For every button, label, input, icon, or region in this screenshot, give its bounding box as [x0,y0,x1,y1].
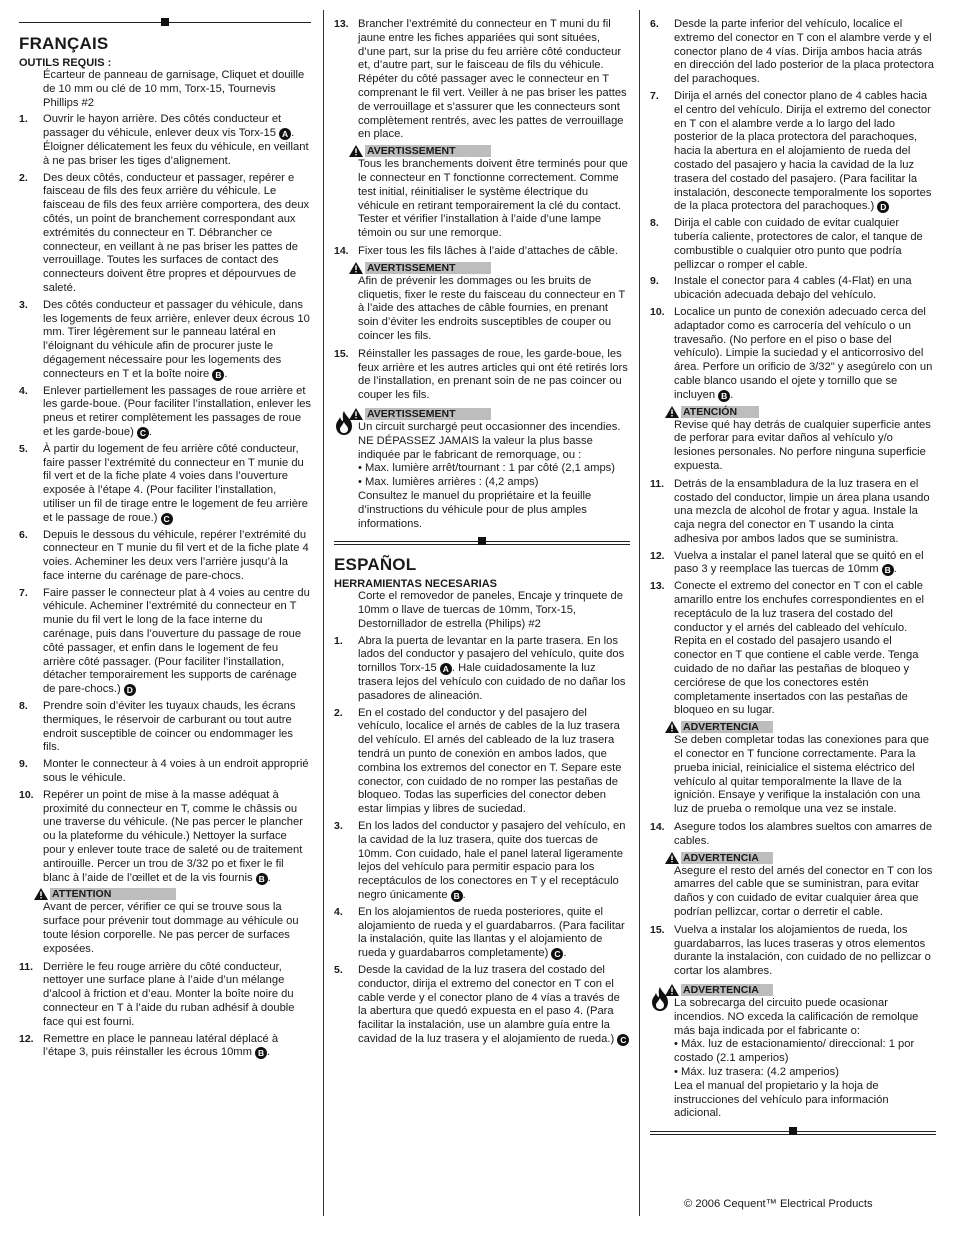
callout-badge-icon: A [440,663,452,675]
step-item [19,1033,311,1061]
warning-text: Afin de prévenir les dommages ou les bruits de cliquetis, fixer le reste du faisceau du connecteur en T à l’aide des attaches de câble fournies, en prenant soin d’éviter les endroits susceptibles de couper ou coincer les fils. [358,274,625,342]
tools-list: Corte el removedor de paneles, Encaje y trinquete de 10mm o llave de tuercas de 10mm, Torx-15, Destornillador de estrella (Philips) #2 [358,590,623,630]
section-rule [19,22,311,23]
warning-text: La sobrecarga del circuito puede ocasionar incendios. NO exceda la calificación de remolque más baja indicada por el fabricante o: [674,997,919,1037]
warning-triangle-icon [665,984,679,996]
steps-list [19,961,311,1061]
step-text: Detrás de la ensambladura de la luz trasera en el costado del conductor, limpie un área plana usando una mezcla de alcohol de frotar y agua. Instale la caja negra del conector en T usando la cinta adhesiva por ambos lados que se suministra. [674,477,930,545]
step-item [650,550,936,578]
step-item: 14. Fixer tous les fils lâches à l’aide d’attaches de câble. [334,244,618,257]
warning-text: Tous les branchements doivent être terminés pour que le connecteur en T fonctionne correctement. Comme test initial, réinitialiser le système électrique du véhicule en retirant temporairement la clé du contact. Tester et vérifier l’installation à l’aide d’une lampe témoin ou sur une remorque. [358,158,628,240]
step-item [334,18,630,142]
step-item [19,758,311,786]
step-text: Repérer un point de mise à la masse adéquat à proximité du connecteur en T, comme le châssis ou une traverse du véhicule. (Ne pas percer le plancher ou la plateforme du véhicule.) Nettoyer la surface pour y enlever toute trace de saleté ou de traitement antirouille. Percer un trou de 3/32 po et fixer le fil blanc à l’aide de l’œillet et de la vis fournis B . [43,788,303,884]
step-number: 6. [650,18,659,30]
callout-badge-icon: B [256,873,268,885]
step-item [334,635,630,704]
step-item [19,385,311,440]
step-number: 4. [19,384,28,397]
warning-label: ATENCIÓN [681,406,759,418]
step-item [650,18,936,87]
step-text: Instale el conector para 4 cables (4-Flat) en una ubicación adecuada debajo del vehículo. [674,275,912,302]
step-item [19,529,311,584]
step-text: Vuelva a instalar el panel lateral que se quitó en el paso 3 y reemplace las tuercas de 10mm B . [674,549,924,576]
callout-badge-icon: C [161,513,173,525]
steps-list [650,18,936,403]
section-title-spanish: ESPAÑOL [334,555,417,575]
warning-box [334,262,630,344]
step-number: 8. [650,217,659,230]
step-item [334,906,630,961]
step-item [334,820,630,903]
step-number: 11. [650,477,665,490]
warning-box [334,145,630,241]
step-item: 15. Réinstaller les passages de roue, les garde-boue, les feux arrière et les autres articles qui ont été retirés lors de l’installation, en prenant soin de ne pas coincer ou couper les fils. [334,347,628,402]
step-text: À partir du logement de feu arrière côté conducteur, faire passer l’extrémité du connecteur en T munie du fil vert et de la fiche plate 4 voies dans l’ouverture exposée à l’étape 4. (Pour faciliter l’installation, utiliser un fil de tirage entre le logement de feu arrière et le passage de roue.) C [43,442,308,524]
callout-badge-icon: B [718,390,730,402]
warning-text: Consultez le manuel du propriétaire et la feuille d’instructions du véhicule pour de plus amples informations. [358,489,592,530]
steps-list [334,635,630,1047]
step-text: Monter le connecteur à 4 voies à un endroit approprié sous le véhicule. [43,758,309,785]
step-item [650,306,936,403]
step-number: 10. [650,305,665,318]
step-text: Depuis le dessous du véhicule, repérer l’extrémité du connecteur en T munie du fil vert et de la fiche plate 4 voies. Acheminer les deux vers l’arrière jusqu’à la face interne du carénage de pare-chocs. [43,528,309,582]
step-item [19,299,311,382]
step-text: Dirija el cable con cuidado de evitar cualquier tubería caliente, protectores de calor, el tanque de combustible o cualquier otro punto que podría pellizcar o romper el cable. [674,217,923,271]
warning-text: Revise qué hay detrás de cualquier superficie antes de perforar para evitar daños al vehículo y/o lesiones personales. No perfore ninguna superficie expuesta. [674,418,931,472]
step-number: 13. [334,18,349,30]
step-item [19,443,311,526]
warning-bullet: • Máx. luz trasera: (4.2 amperios) [674,1065,839,1078]
step-number: 7. [650,89,659,102]
step-number: 6. [19,528,28,541]
column-middle [334,18,630,1050]
warning-triangle-icon [665,721,679,733]
warning-bullet: • Max. lumières arrières : (4,2 amps) [358,476,539,489]
step-item [19,172,311,296]
step-number: 12. [650,549,665,562]
warning-label: ATTENTION [50,888,176,900]
step-text: Derrière le feu rouge arrière du côté conducteur, nettoyer une surface plane à l’aide d’un mélange d’alcool à friction et d’eau. Monter la boîte noire du connecteur en T à l’aide du ruban adhésif à double face qui est fourni. [43,960,295,1028]
step-number: 2. [334,706,343,719]
warning-label: AVERTISSEMENT [365,262,491,274]
section-rule [334,541,630,545]
step-item [19,700,311,755]
copyright-text: © 2006 Cequent™ Electrical Products [684,1198,873,1210]
column-divider-left [323,10,324,1216]
warning-box [19,888,311,956]
step-number: 2. [19,171,28,184]
step-item: 15. Vuelva a instalar los alojamientos de rueda, los guardabarros, las luces traseras y otros elementos durante la instalación, con cuidado de no pellizcar o cortar los alambres. [650,923,931,978]
warning-bullet: • Máx. luz de estacionamiento/ direccional: 1 por costado (2.1 amperios) [674,1038,915,1065]
warning-label: AVERTISSEMENT [365,408,491,420]
step-text: Remettre en place le panneau latéral déplacé à l’étape 3, puis réinstaller les écrous 10mm B . [43,1032,279,1059]
step-number: 1. [334,634,343,647]
step-item [19,961,311,1030]
step-text: Enlever partiellement les passages de roue arrière et les garde-boue. (Pour faciliter l’installation, enlever les pneus et retirer complètement les passages de roue et les garde-boue) C . [43,384,312,438]
step-text: En el costado del conductor y del pasajero del vehículo, localice el arnés de cables de la luz trasera del vehículo. El arnés del cableado de la luz trasera tendrá un punto de conexión en ambos lados, que combina los extremos del conector en T. Separe este conector, con cuidado de no romper las pestañas de bloqueo. Todas las superficies del conector deben estar limpias y libres de suciedad. [358,706,622,816]
column-spanish-2 [650,18,936,1210]
warning-box [650,721,936,817]
step-item [650,478,936,547]
step-number: 11. [19,960,34,973]
callout-badge-icon: D [877,201,889,213]
step-number: 9. [650,275,659,288]
callout-badge-icon: B [451,890,463,902]
warning-text: Asegure el resto del arnés del conector en T con los amarres del cable que se suministran, para evitar daños y con cuidado de evitar cualquier área que podrían pellizcar, cortar o derretir el cable. [674,864,933,919]
step-item [650,90,936,214]
step-number: 3. [334,820,343,833]
warning-box [650,852,936,920]
step-number: 10. [19,788,34,801]
column-divider-right [639,10,640,1216]
step-text: Prendre soin d’éviter les tuyaux chauds, les écrans thermiques, le réservoir de carburant ou tout autre endroit susceptible de coincer ou endommager les fils. [43,700,296,754]
step-text: Abra la puerta de levantar en la parte trasera. En los lados del conductor y pasajero del vehículo, quite dos tornillos Torx-15 A . Hale cuidadosamente la luz trasera lejos del vehículo con cuidado de no dañar los pasadores de alineación. [358,634,626,702]
warning-triangle-icon [349,408,363,420]
step-item [650,580,936,718]
tools-heading: HERRAMIENTAS NECESARIAS [334,578,497,591]
step-text: Conecte el extremo del conector en T con el cable amarillo entre los enchufes correspondientes en el receptáculo de la luz trasera del costado del conductor y el arnés del cableado del vehículo. Repita en el costado del pasajero usando el conector en T que contiene el cable verde. Tenga cuidado de no dañar las pestañas de bloqueo y cerciórese de que los conectores estén completamente insertados con las pestañas de bloqueo en su lugar. [674,580,924,717]
column-french-1 [19,0,311,1063]
callout-badge-icon: B [882,564,894,576]
callout-badge-icon: C [137,427,149,439]
warning-box [650,984,936,1121]
callout-badge-icon: A [279,128,291,140]
step-item [650,275,936,303]
step-text: Des côtés conducteur et passager du véhicule, dans les logements de feux arrière, enlever deux écrous 10 mm. Tirer légèrement sur le panneau latéral en l’éloignant du véhicule afin de procurer juste le dégagement nécessaire pour les logements des connecteurs en T et la boîte noire B . [43,298,310,380]
warning-triangle-icon [349,262,363,274]
step-number: 13. [650,580,665,593]
warning-triangle-icon [665,406,679,418]
step-item [334,964,630,1047]
warning-text: Lea el manual del propietario y la hoja de instrucciones del vehículo para información adicional. [674,1079,889,1120]
section-rule [650,1131,936,1135]
step-text: Desde la cavidad de la luz trasera del costado del conductor, dirija el extremo del conector en T con el cable verde y el conector plano de 4 vías a través de la abertura que quedó expuesta en el paso 4. (Para facilitar la instalación, use un alambre guía entre la cavidad de la luz trasera y el alojamiento de rueda.) C [358,964,630,1047]
step-item [650,217,936,272]
callout-badge-icon: B [212,369,224,381]
step-number: 4. [334,905,343,918]
step-text: Faire passer le connecteur plat à 4 voies au centre du véhicule. Acheminer l’extrémité du connecteur en T munie du fil vert le long de la face interne du carénage, puis dans l’ouverture du passage de roue côté passager, et enfin dans le logement de feu arrière côté passager. (Pour faciliter l’installation, détacher temporairement les supports de carénage de pare-chocs.) D [43,586,310,696]
step-number: 1. [19,113,28,126]
step-item [19,113,311,168]
step-item: 14. Asegure todos los alambres sueltos con amarres de cables. [650,821,933,847]
step-text: Localice un punto de conexión adecuado cerca del adaptador como es carrocería del vehículo o un travesaño. (No perfore en el piso o base del vehículo). Limpie la suciedad y el anticorrosivo del área. Perfore un orificio de 3/32" y asegúrelo con un cable blanco usando el ojete y tornillo que se incluyen B . [674,305,933,401]
warning-box [334,408,630,531]
step-item [19,587,311,697]
warning-bullet: • Max. lumière arrêt/tournant : 1 par côté (2,1 amps) [358,462,615,475]
step-item [334,707,630,817]
step-number: 5. [334,964,343,977]
step-number: 5. [19,442,28,455]
step-text: En los alojamientos de rueda posteriores, quite el alojamiento de rueda y el guardabarros. (Para facilitar la instalación, quite las llantas y el alojamiento de rueda y guardabarros completamente) C . [358,905,625,960]
step-number: 8. [19,700,28,713]
warning-text: Avant de percer, vérifier ce qui se trouve sous la surface pour prévenir tout dommage au véhicule ou toute lésion corporelle. Ne pas percer de surfaces exposées. [43,901,299,955]
warning-triangle-icon [349,145,363,157]
step-text: En los lados del conductor y pasajero del vehículo, en la cavidad de la luz trasera, quite dos tuercas de 10mm. Con cuidado, hale el panel lateral ligeramente lejos del vehículo para permitir espacio para los receptáculos de los conectores en T y el receptáculo negro únicamente B . [358,820,626,902]
callout-badge-icon: B [255,1047,267,1059]
warning-box [650,406,936,474]
warning-label: ADVERTENCIA [681,721,773,733]
step-text: Brancher l’extrémité du connecteur en T muni du fil jaune entre les fiches appariées qui sont situées, d’une part, sur la prise du feu arrière côté conducteur et, d’autre part, sur le faisceau de fils du véhicule. Répéter du côté passager avec le connecteur en T comprenant le fil vert. Veiller à ne pas briser les pattes de verrouillage et s’assurer que les connecteurs sont complètement rentrés, avec les pattes de verrouillage en place. [358,18,627,141]
warning-text: Se deben completar todas las conexiones para que el conector en T funcione correctamente. Para la prueba inicial, reinicialice el sistema eléctrico del vehículo al quitar temporalmente la llave de la ignición. Ensaye y verifique la instalación con una luz de prueba o remolque una vez se instale. [674,734,929,816]
steps-list [334,18,630,142]
warning-label: ADVERTENCIA [681,852,773,864]
step-text: Des deux côtés, conducteur et passager, repérer e faisceau de fils des feux arrière du véhicule. Le faisceau de fils des feux arrière comportera, des deux côtés, un point de branchement correspondant aux extrémités du connecteur en T. Débrancher ce connecteur, en veillant à ne pas briser les pattes de verrouillage. Toutes les surfaces de contact des connecteurs doivent être propres et dépourvues de saleté. [43,171,310,294]
warning-label: ADVERTENCIA [681,984,773,996]
step-text: Desde la parte inferior del vehículo, localice el extremo del conector en T con el alambre verde y el conector plano de 4 vías. Dirija ambos hacia atrás en dirección del lado posterior de la placa protectora del parachoques. [674,18,934,86]
step-number: 3. [19,298,28,311]
step-text: Dirija el arnés del conector plano de 4 cables hacia el centro del vehículo. Dirija el extremo del conector en T con el alambre verde a lo largo del lado posterior de la placa protectora del parachoques, hacia la abertura en el alojamiento de rueda del costado del pasajero y hacia la cavidad de la luz trasera del costado del pasajero. (Para facilitar la instalación, desconecte temporalmente los soportes de la placa protectora del parachoques.) D [674,89,932,213]
callout-badge-icon: C [551,948,563,960]
callout-badge-icon: C [617,1034,629,1046]
callout-badge-icon: D [124,684,136,696]
steps-list [650,478,936,719]
tools-list: Écarteur de panneau de garnisage, Cliquet et douille de 10 mm ou clé de 10 mm, Torx-15, Tournevis Phillips #2 [43,69,305,109]
step-number: 9. [19,758,28,771]
warning-label: AVERTISSEMENT [365,145,491,157]
tools-heading: OUTILS REQUIS : [19,57,112,69]
step-text: Ouvrir le hayon arrière. Des côtés conducteur et passager du véhicule, enlever deux vis Torx-15 A . Éloigner délicatement les feux du véhicule, en veillant à ne pas briser les tiges d’alignement. [43,113,309,167]
step-item [19,789,311,886]
warning-triangle-icon [665,852,679,864]
section-title-french: FRANÇAIS [19,34,109,53]
warning-text: Un circuit surchargé peut occasionner des incendies. NE DÉPASSEZ JAMAIS la valeur la plus basse indiquée par le fabricant de remorquage, ou : [358,420,621,461]
step-number: 12. [19,1032,34,1045]
steps-list [19,113,311,885]
step-number: 7. [19,586,28,599]
warning-triangle-icon [34,888,48,900]
